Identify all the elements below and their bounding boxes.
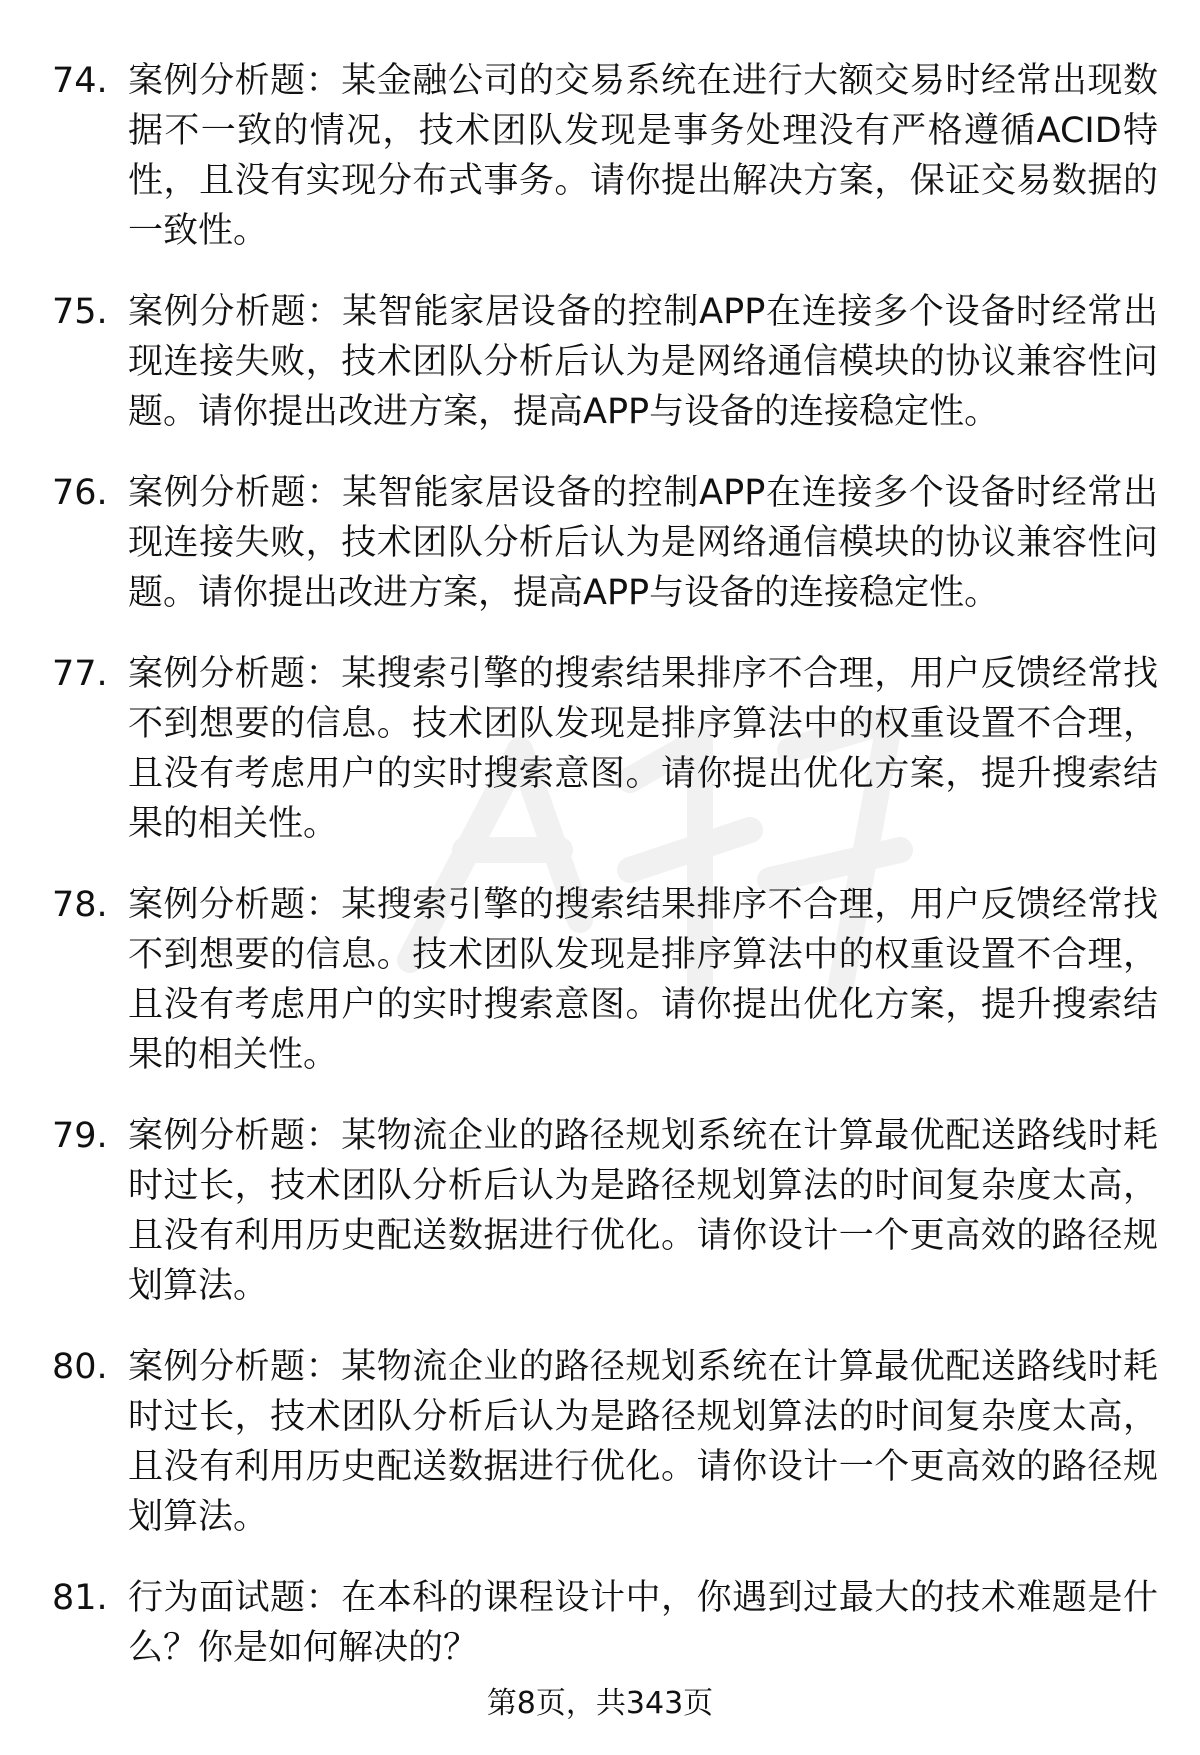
- question-item: [0, 56, 1200, 256]
- question-list: [0, 56, 1200, 1704]
- page-indicator: 第8页，共343页: [486, 1686, 714, 1721]
- question-item: [0, 287, 1200, 437]
- question-item: [0, 880, 1200, 1080]
- question-number: 80.: [52, 1347, 108, 1387]
- question-number: 75.: [52, 292, 108, 332]
- question-text: 行为面试题：在本科的课程设计中，你遇到过最大的技术难题是什么？你是如何解决的？: [128, 1578, 1158, 1668]
- question-text: 案例分析题：某搜索引擎的搜索结果排序不合理，用户反馈经常找不到想要的信息。技术团队发现是排序算法中的权重设置不合理，且没有考虑用户的实时搜索意图。请你提出优化方案，提升搜索结果的相关性。: [128, 654, 1158, 844]
- question-item: [0, 649, 1200, 849]
- question-item: [0, 468, 1200, 618]
- question-text: 案例分析题：某物流企业的路径规划系统在计算最优配送路线时耗时过长，技术团队分析后认为是路径规划算法的时间复杂度太高，且没有利用历史配送数据进行优化。请你设计一个更高效的路径规划算法。: [128, 1347, 1158, 1537]
- question-item: [0, 1111, 1200, 1311]
- question-item: [0, 1342, 1200, 1542]
- question-text: 案例分析题：某物流企业的路径规划系统在计算最优配送路线时耗时过长，技术团队分析后认为是路径规划算法的时间复杂度太高，且没有利用历史配送数据进行优化。请你设计一个更高效的路径规划算法。: [128, 1116, 1158, 1306]
- question-number: 77.: [52, 654, 108, 694]
- question-text: 案例分析题：某智能家居设备的控制APP在连接多个设备时经常出现连接失败，技术团队分析后认为是网络通信模块的协议兼容性问题。请你提出改进方案，提高APP与设备的连接稳定性。: [128, 292, 1158, 432]
- question-number: 79.: [52, 1116, 108, 1156]
- question-number: 78.: [52, 885, 108, 925]
- question-number: 74.: [52, 61, 108, 101]
- question-text: 案例分析题：某搜索引擎的搜索结果排序不合理，用户反馈经常找不到想要的信息。技术团队发现是排序算法中的权重设置不合理，且没有考虑用户的实时搜索意图。请你提出优化方案，提升搜索结果的相关性。: [128, 885, 1158, 1075]
- question-text: 案例分析题：某金融公司的交易系统在进行大额交易时经常出现数据不一致的情况，技术团队发现是事务处理没有严格遵循ACID特性，且没有实现分布式事务。请你提出解决方案，保证交易数据的一致性。: [128, 61, 1158, 251]
- question-number: 81.: [52, 1578, 108, 1618]
- question-number: 76.: [52, 473, 108, 513]
- question-item: [0, 1573, 1200, 1673]
- question-text: 案例分析题：某智能家居设备的控制APP在连接多个设备时经常出现连接失败，技术团队分析后认为是网络通信模块的协议兼容性问题。请你提出改进方案，提高APP与设备的连接稳定性。: [128, 473, 1158, 613]
